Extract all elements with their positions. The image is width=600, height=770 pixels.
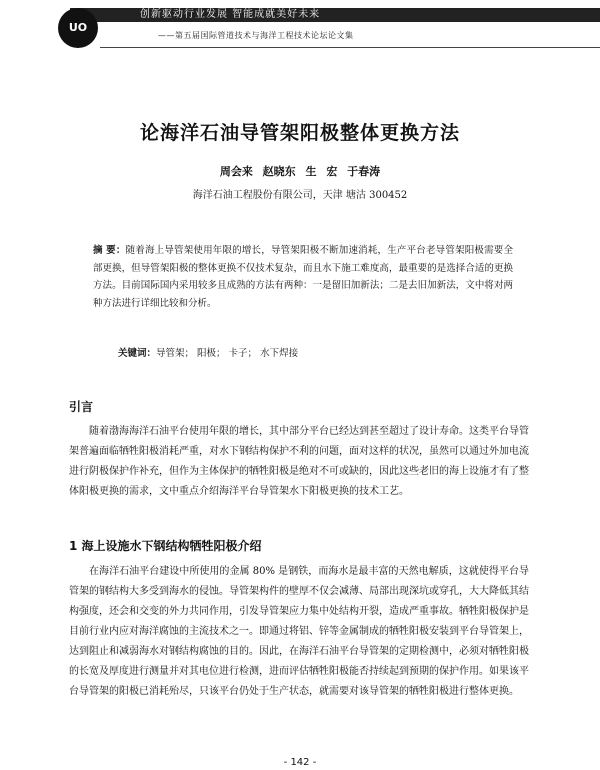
- header-subtitle: ——第五届国际管道技术与海洋工程技术论坛论文集: [158, 31, 354, 40]
- keywords-label: 关键词：: [118, 348, 157, 359]
- paper-affiliation: 海洋石油工程股份有限公司，天津 塘沽 300452: [192, 190, 408, 201]
- abstract-text: 随着海上导管架使用年限的增长，导管架阳极不断加速消耗，生产平台老导管架阳极需要全部更换，但导管架阳极的整体更换不仅技术复杂，而且水下施工难度高，最重要的是选择合适的更换方法。目前国际国内采用较多且成熟的方法有两种：一是留旧加新法；二是去旧加新法，文中将对两种方法进行详细比较和分析。: [93, 245, 513, 309]
- paper-authors: 周会来 赵晓东 生 宏 于春涛: [219, 165, 381, 178]
- abstract: [93, 242, 513, 312]
- conference-logo: UO: [58, 8, 98, 48]
- keywords: [118, 345, 298, 359]
- header-band-title: 创新驱动行业发展 智能成就美好未来: [140, 9, 321, 20]
- section1-heading: 1 海上设施水下钢结构牺牲阳极介绍: [69, 539, 262, 553]
- paper-title: 论海洋石油导管架阳极整体更换方法: [139, 122, 460, 144]
- page-number: - 142 -: [283, 757, 317, 768]
- keywords-text: 导管架； 阳极； 卡子； 水下焊接: [156, 348, 299, 359]
- intro-paragraph: 随着渤海海洋石油平台使用年限的增长，其中部分平台已经达到甚至超过了设计寿命。这类平台导管架普遍面临牺牲阳极消耗严重，对水下钢结构保护不利的问题，面对这样的状况，虽然可以通过外加电流进行阴极保护作补充，但作为主体保护的牺牲阳极是绝对不可或缺的，因此这些老旧的海上设施才有了整体阳极更换的需求，文中重点介绍海洋平台导管架水下阳极更换的技术工艺。: [69, 426, 529, 497]
- intro-heading: 引言: [69, 400, 94, 414]
- header-divider: [100, 47, 600, 48]
- header-band: [70, 8, 600, 22]
- section1-paragraph: 在海洋石油平台建设中所使用的金属 80% 是钢铁，而海水是最丰富的天然电解质，这就使得平台导管架的钢结构大多受到海水的侵蚀。导管架构件的壁厚不仅会减薄、局部出现深坑或穿孔，大大降低其结构强度，还会和交变的外力共同作用，引发导管架应力集中处结构开裂，造成严重事故。牺牲阳极保护是目前行业内应对海洋腐蚀的主流技术之一。即通过将铝、锌等金属制成的牺牲阳极安装到平台导管架上，达到阻止和减弱海水对钢结构腐蚀的目的。因此，在海洋石油平台导管架的定期检测中，必须对牺牲阳极的长宽及厚度进行测量并对其电位进行检测，进而评估牺牲阳极能否持续起到预期的保护作用。如果该平台导管架的阳极已消耗殆尽，只该平台仍处于生产状态，就需要对该导管架的牺牲阳极进行整体更换。: [69, 566, 529, 697]
- abstract-label: 摘 要：: [93, 245, 126, 256]
